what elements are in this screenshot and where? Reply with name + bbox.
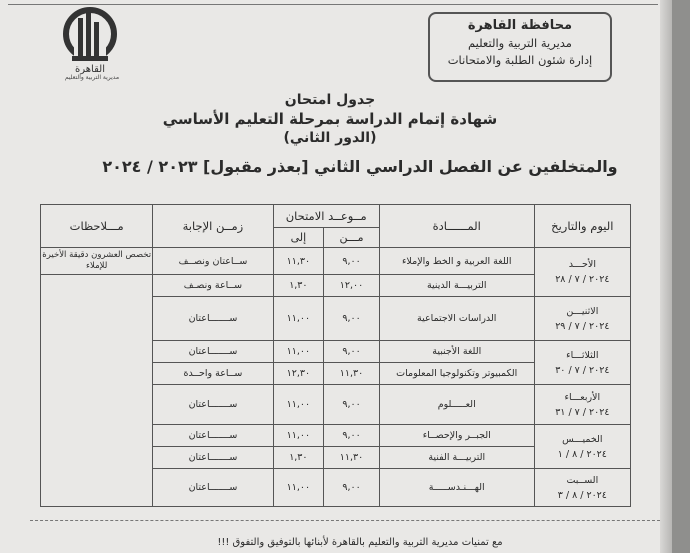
day-date: ٢٠٢٤ / ٨ / ٣ (557, 489, 607, 501)
duration-cell: ســـــــاعتان (153, 341, 273, 363)
to-cell: ١١,٣٠ (273, 248, 324, 275)
day-cell (534, 248, 630, 297)
subject-cell: الجبــر والإحصــاء (379, 425, 534, 447)
duration-cell: ســـــــاعتان (153, 385, 273, 425)
header-subject: المــــــادة (379, 205, 534, 248)
subject-cell: التربيـــة الفنية (379, 447, 534, 469)
from-cell: ١١,٣٠ (324, 363, 380, 385)
title-certificate: شهادة إتمام الدراسة بمرحلة التعليم الأساسي (162, 110, 498, 128)
table-row (41, 248, 631, 275)
to-cell: ١١,٠٠ (273, 469, 324, 507)
header-from: مـــن (324, 228, 380, 248)
header-day-date: اليوم والتاريخ (534, 205, 630, 248)
day-name: الثلاثـــاء (566, 349, 599, 361)
day-cell (534, 341, 630, 385)
duration-cell: ســـــــاعتان (153, 469, 273, 507)
duration-cell: ســـــــاعتان (153, 425, 273, 447)
duration-cell: ســاعتان ونصــف (153, 248, 273, 275)
day-date: ٢٠٢٤ / ٧ / ٣٠ (555, 364, 610, 376)
duration-cell: ســـــــاعتان (153, 447, 273, 469)
duration-cell: ســاعة ونصـف (153, 275, 273, 297)
day-cell (534, 425, 630, 469)
from-cell: ٩,٠٠ (324, 297, 380, 341)
directorate-name: مديرية التربية والتعليم (468, 36, 572, 50)
from-cell: ٩,٠٠ (324, 385, 380, 425)
from-cell: ١٢,٠٠ (324, 275, 380, 297)
from-cell: ٩,٠٠ (324, 248, 380, 275)
from-cell: ٩,٠٠ (324, 425, 380, 447)
governorate-name: محافظة القاهرة (467, 18, 573, 33)
subject-cell: اللغة العربية و الخط والإملاء (379, 248, 534, 275)
from-cell: ٩,٠٠ (324, 341, 380, 363)
header-exam-time: مــوعــد الامتحان (273, 205, 379, 228)
day-cell (534, 297, 630, 341)
subject-cell: الهـــنـدســـــة (379, 469, 534, 507)
subject-cell: التربيـــة الدينية (379, 275, 534, 297)
to-cell: ١٢,٣٠ (273, 363, 324, 385)
logo-subcaption: مديرية التربية والتعليم (64, 74, 120, 81)
day-name: الســبت (566, 474, 599, 486)
exam-schedule-table (40, 204, 631, 507)
notes-cell: تخصص العشرون دقيقة الأخيرة للإملاء (41, 248, 153, 275)
to-cell: ١١,٠٠ (273, 297, 324, 341)
day-cell (534, 469, 630, 507)
from-cell: ١١,٣٠ (324, 447, 380, 469)
svg-text:القاهرة: القاهرة (75, 64, 105, 75)
day-date: ٢٠٢٤ / ٧ / ٢٩ (555, 320, 610, 332)
header-to: إلى (273, 228, 324, 248)
footer-divider (30, 520, 660, 521)
department-name: إدارة شئون الطلبة والامتحانات (447, 53, 593, 67)
header-notes: مـــلاحظات (41, 205, 153, 248)
title-absentees: والمتخلفين عن الفصل الدراسي الثاني [بعذر مقبول] ٢٠٢٣ / ٢٠٢٤ (102, 157, 618, 176)
day-date: ٢٠٢٤ / ٨ / ١ (557, 448, 607, 460)
to-cell: ١١,٠٠ (273, 425, 324, 447)
day-name: الأحـــد (568, 259, 596, 270)
document-titles (80, 92, 580, 146)
from-cell: ٩,٠٠ (324, 469, 380, 507)
duration-cell: ســـــــاعتان (153, 297, 273, 341)
notes-cell (41, 275, 153, 507)
table-header-row (41, 205, 631, 228)
subject-cell: اللغة الأجنبية (379, 341, 534, 363)
subject-cell: الكمبيوتر وتكنولوجيا المعلومات (379, 363, 534, 385)
to-cell: ١١,٠٠ (273, 385, 324, 425)
paper-edge (660, 0, 672, 553)
day-name: الأربعـــاء (564, 391, 601, 403)
title-exam-schedule: جدول امتحان (284, 92, 376, 108)
duration-cell: ســاعة واحــدة (153, 363, 273, 385)
title-second-round: (الدور الثاني) (283, 130, 377, 146)
day-date: ٢٠٢٤ / ٧ / ٢٨ (555, 274, 610, 285)
day-name: الاثنيـــن (566, 305, 599, 317)
to-cell: ١١,٠٠ (273, 341, 324, 363)
authority-header-box (428, 12, 612, 82)
subject-cell: الدراسات الاجتماعية (379, 297, 534, 341)
ministry-logo (60, 4, 120, 79)
footer-wishes: مع تمنيات مديرية التربية والتعليم بالقاهرة لأبنائها بالتوفيق والتفوق !!! (217, 537, 503, 548)
day-date: ٢٠٢٤ / ٧ / ٣١ (555, 406, 610, 418)
to-cell: ١,٣٠ (273, 275, 324, 297)
to-cell: ١,٣٠ (273, 447, 324, 469)
header-duration: زمــن الإجابة (153, 205, 273, 248)
day-cell (534, 385, 630, 425)
day-name: الخميـــس (562, 433, 603, 445)
subject-cell: العـــــلوم (379, 385, 534, 425)
